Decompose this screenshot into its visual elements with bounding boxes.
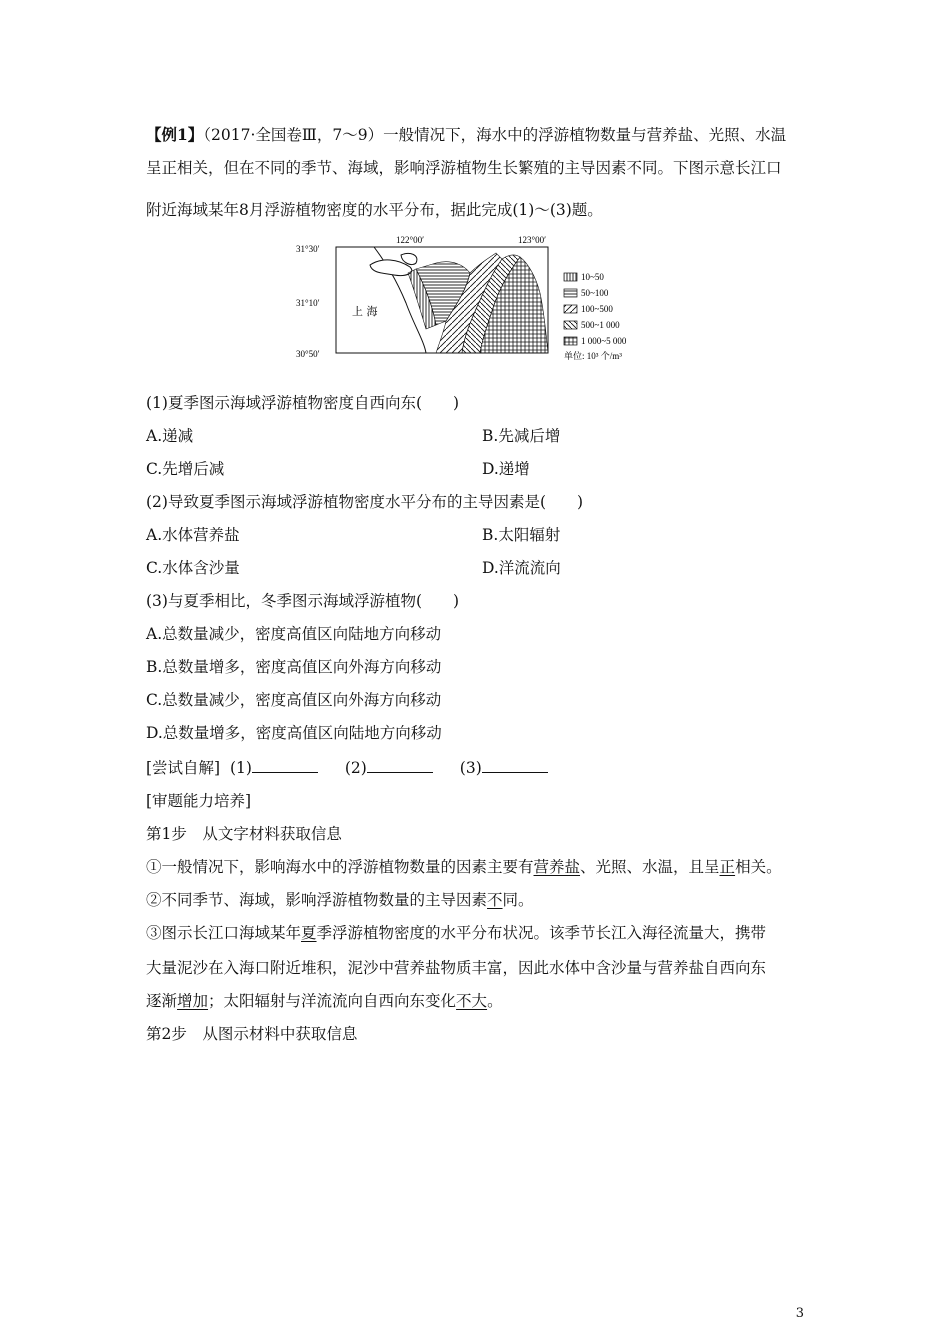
answer-blank-2[interactable] bbox=[367, 758, 433, 773]
map-legend bbox=[564, 272, 627, 361]
city-label: 上 海 bbox=[352, 305, 378, 318]
legend-label-3: 100~500 bbox=[581, 304, 613, 314]
answer-blank-1[interactable] bbox=[252, 758, 318, 773]
legend-label-2: 50~100 bbox=[581, 288, 609, 298]
q2-option-c: C.水体含沙量 bbox=[146, 559, 240, 577]
page-number: 3 bbox=[795, 1306, 804, 1321]
q1-option-a: A.递减 bbox=[146, 427, 194, 445]
lat-30-50-label: 30°50′ bbox=[296, 349, 320, 359]
step1-point3-line3: 逐渐增加；太阳辐射与洋流流向自西向东变化不大。 bbox=[146, 992, 503, 1010]
q3-option-d: D.总数量增多，密度高值区向陆地方向移动 bbox=[146, 724, 442, 742]
q2-option-a: A.水体营养盐 bbox=[146, 526, 240, 544]
q1-option-c: C.先增后减 bbox=[146, 460, 225, 478]
step1-point3-line2: 大量泥沙在入海口附近堆积，泥沙中营养盐物质丰富，因此水体中含沙量与营养盐自西向东 bbox=[146, 959, 767, 977]
q3-option-b: B.总数量增多，密度高值区向外海方向移动 bbox=[146, 658, 442, 676]
q1-option-b: B.先减后增 bbox=[482, 427, 561, 445]
q3-stem: (3)与夏季相比，冬季图示海域浮游植物( ) bbox=[146, 592, 460, 610]
attempt-label: [尝试自解] bbox=[146, 759, 221, 777]
training-title: [审题能力培养] bbox=[146, 792, 252, 810]
q3-option-a: A.总数量减少，密度高值区向陆地方向移动 bbox=[146, 625, 442, 643]
example-intro-line1: 【例1】（2017·全国卷Ⅲ，7～9）一般情况下，海水中的浮游植物数量与营养盐、光照、水温 bbox=[146, 125, 787, 144]
answer-blank-3[interactable] bbox=[482, 758, 548, 773]
lon-122-label: 122°00′ bbox=[396, 235, 425, 245]
legend-label-4: 500~1 000 bbox=[581, 320, 620, 330]
q2-option-d: D.洋流流向 bbox=[482, 559, 561, 577]
step1-point3-line1: ③图示长江口海域某年夏季浮游植物密度的水平分布状况。该季节长江入海径流量大，携带 bbox=[146, 924, 767, 942]
lat-31-10-label: 31°10′ bbox=[296, 298, 320, 308]
legend-label-5: 1 000~5 000 bbox=[581, 336, 627, 346]
q1-option-d: D.递增 bbox=[482, 460, 530, 478]
lat-31-30-label: 31°30′ bbox=[296, 244, 320, 254]
q3-option-c: C.总数量减少，密度高值区向外海方向移动 bbox=[146, 691, 442, 709]
lon-123-label: 123°00′ bbox=[518, 235, 547, 245]
q1-stem: (1)夏季图示海域浮游植物密度自西向东( ) bbox=[146, 394, 460, 412]
example-intro-line2: 呈正相关，但在不同的季节、海域，影响浮游植物生长繁殖的主导因素不同。下图示意长江口 bbox=[146, 159, 782, 177]
step2-heading: 第2步 从图示材料中获取信息 bbox=[146, 1025, 358, 1043]
example-intro-line3: 附近海域某年8月浮游植物密度的水平分布，据此完成(1)～(3)题。 bbox=[146, 201, 603, 219]
yangtze-estuary-density-map bbox=[296, 233, 656, 365]
step1-heading: 第1步 从文字材料获取信息 bbox=[146, 825, 342, 843]
legend-label-1: 10~50 bbox=[581, 272, 604, 282]
step1-point1: ①一般情况下，影响海水中的浮游植物数量的因素主要有营养盐、光照、水温，且呈正相关。 bbox=[146, 858, 782, 876]
q2-option-b: B.太阳辐射 bbox=[482, 526, 561, 544]
example-tag: 【例1】 bbox=[146, 125, 204, 144]
step1-point2: ②不同季节、海域，影响浮游植物数量的主导因素不同。 bbox=[146, 891, 534, 909]
q2-stem: (2)导致夏季图示海域浮游植物密度水平分布的主导因素是( ) bbox=[146, 493, 584, 511]
legend-unit: 单位: 10³ 个/m³ bbox=[564, 351, 622, 361]
attempt-line: [尝试自解] (1) (2) (3) bbox=[146, 757, 570, 779]
